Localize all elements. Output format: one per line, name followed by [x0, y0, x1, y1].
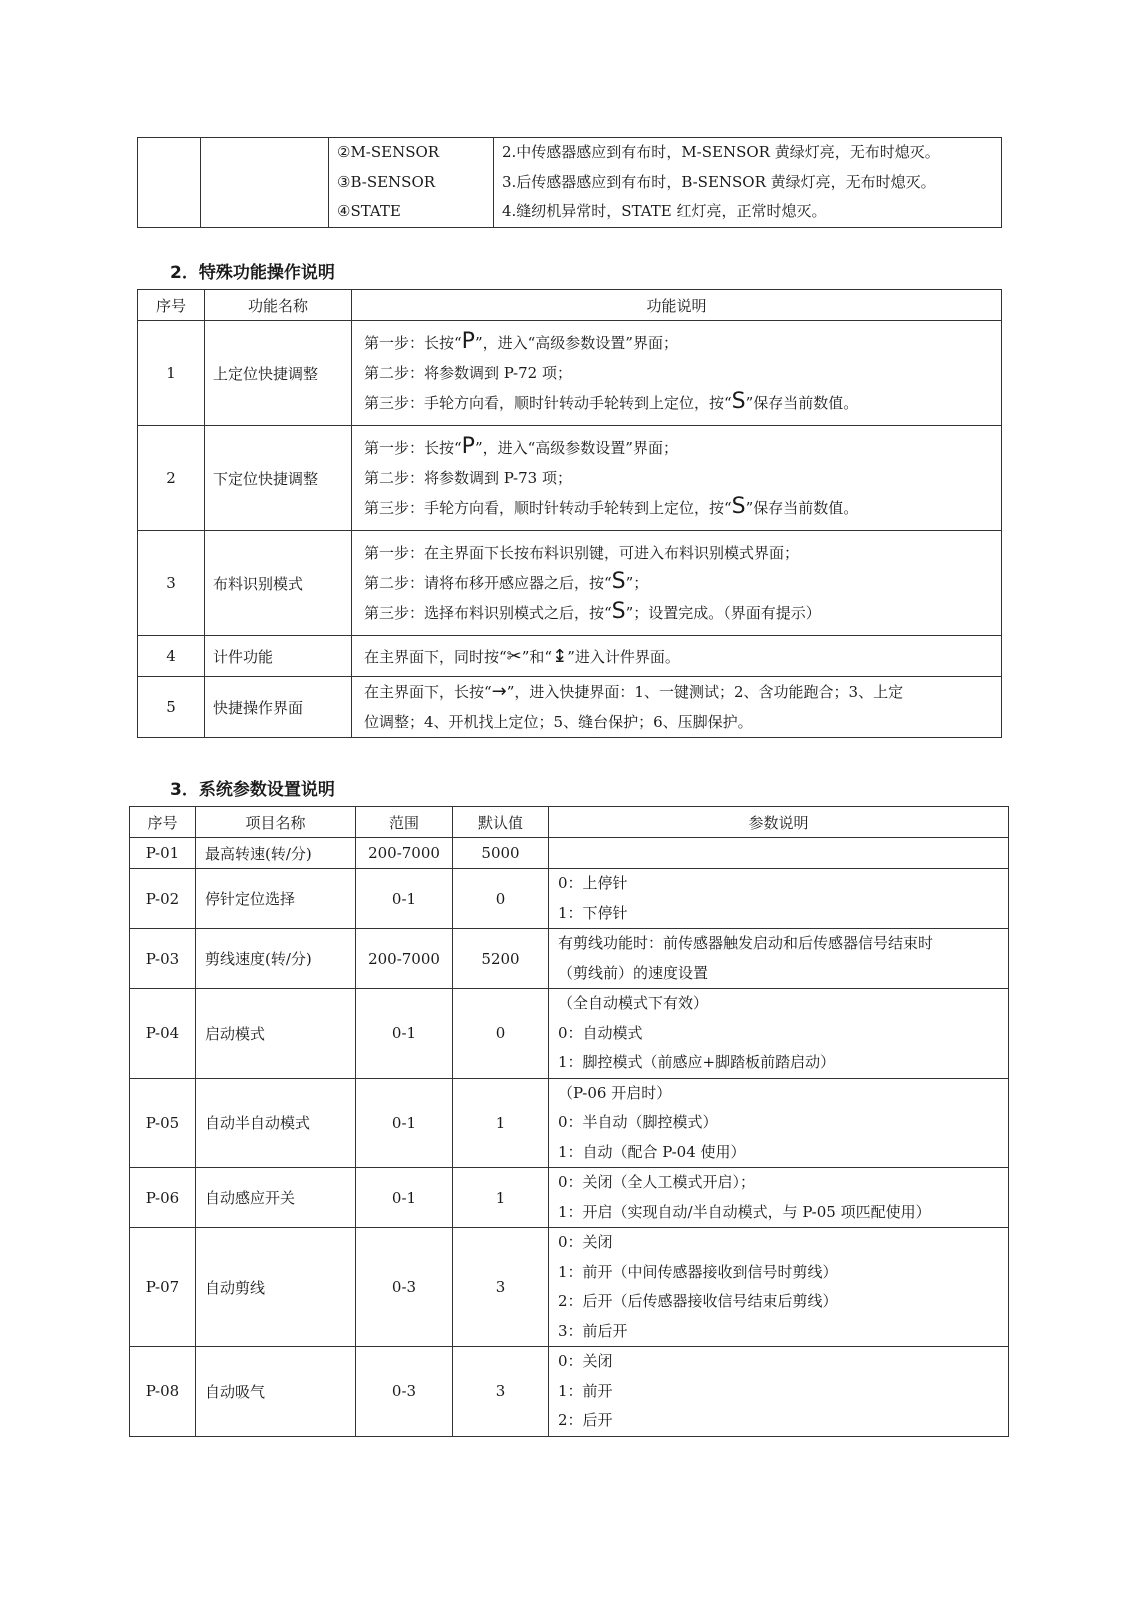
- param-desc-line: （P-06 开启时）: [558, 1083, 672, 1102]
- param-desc-line: 0：关闭: [558, 1233, 613, 1251]
- param-name: 最高转速(转/分): [196, 838, 356, 869]
- header-desc: 参数说明: [549, 807, 1009, 838]
- param-range: 200-7000: [356, 838, 453, 869]
- param-desc-line: 1：自动（配合 P-04 使用）: [558, 1142, 746, 1161]
- step-text: ”，进入“高级参数设置”界面；: [474, 334, 678, 352]
- indicator-descriptions: [494, 138, 1002, 228]
- step-text: 第三步：选择布料识别模式之后，按“: [364, 604, 612, 622]
- parameter-table: [129, 806, 1009, 1437]
- s-key-icon: S: [731, 389, 746, 414]
- param-desc: [549, 989, 1009, 1079]
- param-desc: [549, 838, 1009, 869]
- row-name: 计件功能: [205, 636, 352, 677]
- param-range: 0-3: [356, 1228, 453, 1347]
- param-no: P-03: [130, 929, 196, 989]
- table-row: [138, 531, 1002, 636]
- table-row: [138, 426, 1002, 531]
- param-desc-line: 1：前开: [558, 1381, 613, 1400]
- table-row: [138, 677, 1002, 738]
- param-default: 3: [453, 1347, 549, 1437]
- table-row: [130, 989, 1009, 1079]
- indicator-desc: 4.缝纫机异常时，STATE 红灯亮，正常时熄灭。: [502, 202, 827, 221]
- param-no: P-07: [130, 1228, 196, 1347]
- step-text: ”，进入快捷界面：1、一键测试；2、含功能跑合；3、上定: [506, 683, 904, 701]
- param-desc: [549, 869, 1009, 929]
- table-row: [138, 636, 1002, 677]
- scissors-icon: ✂: [506, 645, 522, 667]
- param-default: 0: [453, 989, 549, 1079]
- section-3-title: 3．系统参数设置说明: [170, 780, 335, 800]
- step-text: 第一步：长按“: [364, 334, 462, 352]
- arrow-right-icon: →: [491, 681, 507, 702]
- table-row: [130, 1228, 1009, 1347]
- param-desc-line: 1：开启（实现自动/半自动模式，与 P-05 项匹配使用）: [558, 1202, 931, 1221]
- table-row: [130, 838, 1009, 869]
- row-name: 上定位快捷调整: [205, 321, 352, 426]
- param-range: 0-1: [356, 1168, 453, 1228]
- row-name: 快捷操作界面: [205, 677, 352, 738]
- indicator-label: ②M-SENSOR: [337, 143, 440, 162]
- step-text: 第二步：将参数调到 P-72 项；: [364, 364, 572, 382]
- param-range: 200-7000: [356, 929, 453, 989]
- row-no: 1: [138, 321, 205, 426]
- special-function-table: [137, 289, 1002, 738]
- row-desc: [352, 677, 1002, 738]
- empty-cell: [201, 138, 329, 228]
- step-text: 在主界面下，同时按“: [364, 647, 507, 666]
- param-desc: [549, 1228, 1009, 1347]
- step-text: ”；设置完成。（界面有提示）: [625, 604, 821, 622]
- param-default: 0: [453, 869, 549, 929]
- param-desc-line: 0：关闭（全人工模式开启）；: [558, 1173, 756, 1191]
- header-range: 范围: [356, 807, 453, 838]
- s-key-icon: S: [611, 599, 626, 624]
- step-text: ”保存当前数值。: [745, 499, 859, 517]
- param-no: P-04: [130, 989, 196, 1079]
- step-text: 第三步：手轮方向看，顺时针转动手轮转到上定位，按“: [364, 394, 732, 412]
- param-desc-line: 1：前开（中间传感器接收到信号时剪线）: [558, 1262, 838, 1281]
- step-text: ”保存当前数值。: [745, 394, 859, 412]
- header-desc: 功能说明: [352, 290, 1002, 321]
- row-no: 4: [138, 636, 205, 677]
- param-no: P-02: [130, 869, 196, 929]
- header-no: 序号: [130, 807, 196, 838]
- row-no: 2: [138, 426, 205, 531]
- param-desc: [549, 1168, 1009, 1228]
- param-desc-line: 0：关闭: [558, 1352, 613, 1370]
- row-no: 3: [138, 531, 205, 636]
- header-name: 功能名称: [205, 290, 352, 321]
- step-text: ”，进入“高级参数设置”界面；: [474, 439, 678, 457]
- step-text: 在主界面下，长按“: [364, 683, 492, 701]
- param-default: 1: [453, 1078, 549, 1168]
- param-no: P-01: [130, 838, 196, 869]
- indicator-label: ④STATE: [337, 202, 401, 221]
- counter-key-icon: ↨: [552, 645, 568, 667]
- param-range: 0-1: [356, 989, 453, 1079]
- step-text: 第二步：将参数调到 P-73 项；: [364, 469, 572, 487]
- sensor-status-table: [137, 137, 1002, 228]
- indicator-desc: 2.中传感器感应到有布时，M-SENSOR 黄绿灯亮，无布时熄灭。: [502, 143, 940, 162]
- param-desc-line: （剪线前）的速度设置: [558, 963, 709, 982]
- table-row: [130, 1078, 1009, 1168]
- param-desc-line: 1：脚控模式（前感应+脚踏板前踏启动）: [558, 1053, 836, 1071]
- param-desc-line: 1：下停针: [558, 903, 628, 922]
- param-range: 0-1: [356, 1078, 453, 1168]
- param-desc-line: 0：半自动（脚控模式）: [558, 1113, 718, 1131]
- p-key-icon: P: [461, 329, 475, 354]
- table-row: [130, 1168, 1009, 1228]
- indicator-desc: 3.后传感器感应到有布时，B-SENSOR 黄绿灯亮，无布时熄灭。: [502, 172, 936, 191]
- row-desc: [352, 426, 1002, 531]
- p-key-icon: P: [461, 434, 475, 459]
- parameter-rows: [130, 838, 1009, 1437]
- param-name: 自动吸气: [196, 1347, 356, 1437]
- param-name: 自动感应开关: [196, 1168, 356, 1228]
- param-range: 0-3: [356, 1347, 453, 1437]
- header-no: 序号: [138, 290, 205, 321]
- empty-cell: [138, 138, 201, 228]
- param-default: 1: [453, 1168, 549, 1228]
- step-text: ”和“: [521, 647, 553, 666]
- table-header-row: [130, 807, 1009, 838]
- param-desc-line: 2：后开: [558, 1411, 613, 1429]
- param-desc: [549, 929, 1009, 989]
- header-name: 项目名称: [196, 807, 356, 838]
- table-row: [130, 929, 1009, 989]
- header-default: 默认值: [453, 807, 549, 838]
- table-row: [130, 1347, 1009, 1437]
- row-name: 布料识别模式: [205, 531, 352, 636]
- indicator-labels: [329, 138, 494, 228]
- param-range: 0-1: [356, 869, 453, 929]
- param-desc-line: 0：上停针: [558, 874, 628, 892]
- indicator-label: ③B-SENSOR: [337, 172, 436, 191]
- table-header-row: [138, 290, 1002, 321]
- param-no: P-08: [130, 1347, 196, 1437]
- s-key-icon: S: [611, 569, 626, 594]
- step-text: 位调整；4、开机找上定位；5、缝台保护；6、压脚保护。: [364, 713, 753, 731]
- row-desc: [352, 531, 1002, 636]
- row-desc: [352, 321, 1002, 426]
- step-text: 第二步：请将布移开感应器之后，按“: [364, 574, 612, 592]
- param-no: P-05: [130, 1078, 196, 1168]
- param-desc-line: （全自动模式下有效）: [558, 994, 709, 1012]
- step-text: ”进入计件界面。: [567, 647, 680, 666]
- param-name: 启动模式: [196, 989, 356, 1079]
- param-desc-line: 0：自动模式: [558, 1023, 643, 1042]
- param-desc-line: 2：后开（后传感器接收信号结束后剪线）: [558, 1292, 838, 1310]
- step-text: 第三步：手轮方向看，顺时针转动手轮转到上定位，按“: [364, 499, 732, 517]
- param-default: 3: [453, 1228, 549, 1347]
- row-name: 下定位快捷调整: [205, 426, 352, 531]
- param-no: P-06: [130, 1168, 196, 1228]
- param-default: 5000: [453, 838, 549, 869]
- row-no: 5: [138, 677, 205, 738]
- param-desc-line: 有剪线功能时：前传感器触发启动和后传感器信号结束时: [558, 934, 934, 952]
- param-default: 5200: [453, 929, 549, 989]
- param-name: 停针定位选择: [196, 869, 356, 929]
- param-name: 自动剪线: [196, 1228, 356, 1347]
- s-key-icon: S: [731, 494, 746, 519]
- param-desc-line: 3：前后开: [558, 1321, 628, 1340]
- step-text: 第一步：在主界面下长按布料识别键，可进入布料识别模式界面；: [364, 544, 800, 562]
- table-row: [138, 138, 1002, 228]
- step-text: 第一步：长按“: [364, 439, 462, 457]
- param-desc: [549, 1078, 1009, 1168]
- param-name: 剪线速度(转/分): [196, 929, 356, 989]
- section-2-title: 2．特殊功能操作说明: [170, 263, 335, 283]
- param-name: 自动半自动模式: [196, 1078, 356, 1168]
- step-text: ”；: [625, 574, 649, 592]
- row-desc: [352, 636, 1002, 677]
- table-row: [138, 321, 1002, 426]
- param-desc: [549, 1347, 1009, 1437]
- table-row: [130, 869, 1009, 929]
